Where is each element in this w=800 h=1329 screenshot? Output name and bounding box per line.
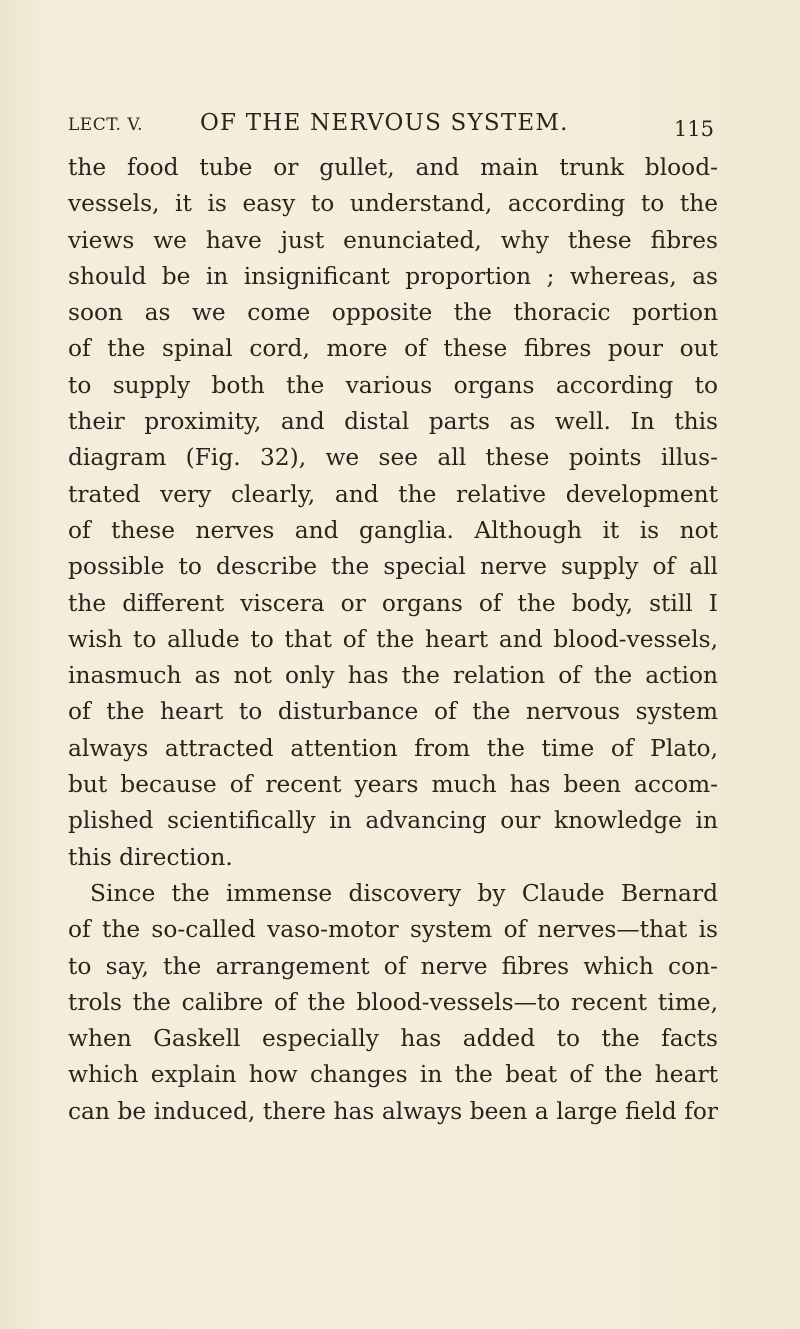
text-line: their proximity, and distal parts as well. In this — [68, 408, 718, 436]
text-line: but because of recent years much has been accom- — [68, 771, 718, 799]
body-text — [68, 150, 718, 1130]
text-line: trated very clearly, and the relative development — [68, 480, 718, 508]
text-line: diagram (Fig. 32), we see all these points illus- — [68, 444, 718, 472]
lecture-label: LECT. V. — [68, 115, 144, 135]
text-line: when Gaskell especially has added to the facts — [68, 1025, 718, 1053]
page-number: 115 — [673, 117, 714, 141]
text-line: always attracted attention from the time of Plato, — [68, 734, 718, 762]
text-line: vessels, it is easy to understand, according to the — [68, 190, 718, 218]
text-line: possible to describe the special nerve supply of all — [68, 553, 718, 581]
running-title: OF THE NERVOUS SYSTEM. — [200, 110, 569, 136]
text-line: of these nerves and ganglia. Although it is not — [68, 516, 718, 544]
text-line: the different viscera or organs of the body, still I — [68, 589, 718, 617]
running-header — [68, 108, 714, 141]
text-line: wish to allude to that of the heart and blood-vessels, — [68, 625, 718, 653]
text-line: to say, the arrangement of nerve fibres which con- — [68, 952, 718, 980]
text-line: views we have just enunciated, why these fibres — [68, 226, 718, 254]
text-line: plished scientifically in advancing our knowledge in — [68, 807, 718, 835]
text-line: can be induced, there has always been a large field for — [68, 1097, 718, 1125]
text-line: of the spinal cord, more of these fibres pour out — [68, 335, 718, 363]
paragraph-end-line: this direction. — [68, 843, 233, 871]
text-line: inasmuch as not only has the relation of the action — [68, 662, 718, 690]
text-line: trols the calibre of the blood-vessels—to recent time, — [68, 988, 718, 1016]
text-line: which explain how changes in the beat of the heart — [68, 1061, 718, 1089]
text-line: soon as we come opposite the thoracic portion — [68, 299, 718, 327]
text-line: should be in insignificant proportion ; whereas, as — [68, 262, 718, 290]
paragraph-start-line: Since the immense discovery by Claude Bernard — [90, 879, 718, 907]
text-line: to supply both the various organs according to — [68, 371, 718, 399]
text-line: of the so-called vaso-motor system of nerves—that is — [68, 916, 718, 944]
text-line: the food tube or gullet, and main trunk blood- — [68, 154, 718, 181]
text-line: of the heart to disturbance of the nervous system — [68, 698, 718, 726]
